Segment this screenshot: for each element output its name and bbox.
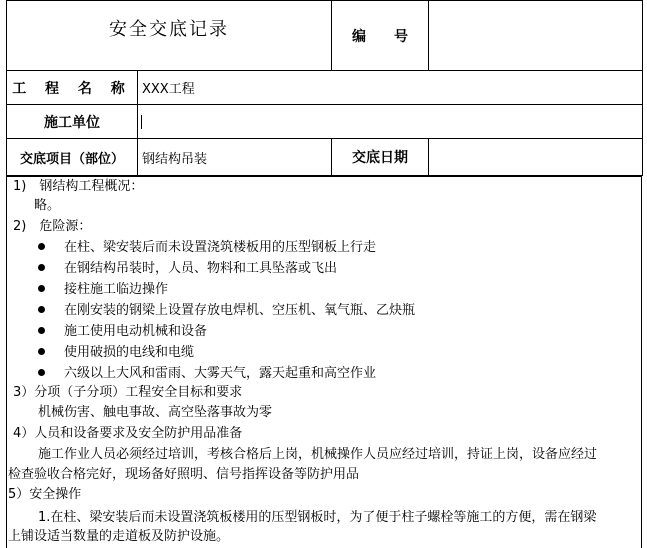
project-name-field[interactable]: XXX工程	[138, 71, 643, 105]
hazard-item	[38, 240, 376, 256]
hazard-text: 在刚安装的钢梁上设置存放电焊机、空压机、氧气瓶、乙炔瓶	[64, 303, 416, 318]
construction-unit-label: 施工单位	[7, 105, 138, 139]
section-5-body-line-1: 1.在柱、梁安装后而未设置浇筑板楼用的压型钢板时，为了便于柱子螺栓等施工的方便，需在钢梁	[38, 510, 597, 525]
hazard-text: 使用破损的电线和电缆	[64, 345, 195, 360]
hazard-text: 六级以上大风和雷雨、大雾天气，露天起重和高空作业	[64, 366, 377, 381]
section-1-body: 略。	[34, 198, 61, 213]
briefing-date-label: 交底日期	[332, 139, 429, 176]
bullet-icon	[38, 285, 45, 292]
hazard-text: 施工使用电动机械和设备	[64, 324, 208, 339]
document-title: 安全交底记录	[7, 1, 332, 71]
hazard-text: 接柱施工临边操作	[64, 282, 169, 297]
bullet-icon	[38, 348, 45, 355]
bullet-icon	[38, 369, 45, 376]
hazard-item	[38, 345, 194, 361]
section-1-title: 1) 钢结构工程概况：	[13, 179, 144, 194]
briefing-date-field[interactable]	[429, 139, 643, 176]
project-name-label	[7, 71, 138, 105]
briefing-item-label: 交底项目（部位）	[7, 139, 138, 176]
hazard-item	[38, 366, 376, 382]
bullet-icon	[38, 264, 45, 271]
hazard-item	[38, 261, 337, 277]
section-5-body-line-2: 上铺设适当数量的走道板及防护设施。	[8, 529, 230, 544]
number-label: 编 号	[332, 1, 429, 71]
bullet-icon	[38, 327, 45, 334]
briefing-item-field[interactable]: 钢结构吊装	[138, 139, 332, 176]
construction-unit-field[interactable]	[138, 105, 643, 139]
safety-briefing-record	[6, 0, 642, 547]
hazard-item	[38, 303, 415, 319]
hazard-text: 在柱、梁安装后而未设置浇筑楼板用的压型钢板上行走	[64, 240, 377, 255]
section-4-body-line-1: 施工作业人员必须经过培训，考核合格后上岗，机械操作人员应经过培训，持证上岗，设备应经过	[38, 447, 598, 462]
bullet-icon	[38, 243, 45, 250]
section-5-title: 5）安全操作	[8, 487, 82, 502]
header-table	[6, 0, 643, 176]
section-3-title: 3）分项（子分项）工程安全目标和要求	[13, 385, 243, 400]
section-4-body-line-2: 检查验收合格完好，现场备好照明、信号指挥设备等防护用品	[8, 467, 360, 482]
project-name-label-text: 工 程 名 称	[12, 80, 132, 97]
text-cursor	[141, 115, 142, 129]
section-2-title: 2) 危险源：	[13, 219, 92, 234]
section-3-body: 机械伤害、触电事故、高空坠落事故为零	[38, 405, 273, 420]
number-field[interactable]	[429, 1, 643, 71]
bullet-icon	[38, 306, 45, 313]
hazard-text: 在钢结构吊装时，人员、物料和工具坠落或飞出	[64, 261, 338, 276]
briefing-content	[6, 176, 642, 548]
hazard-item	[38, 282, 168, 298]
hazard-item	[38, 324, 207, 340]
section-4-title: 4）人员和设备要求及安全防护用品准备	[13, 426, 243, 441]
